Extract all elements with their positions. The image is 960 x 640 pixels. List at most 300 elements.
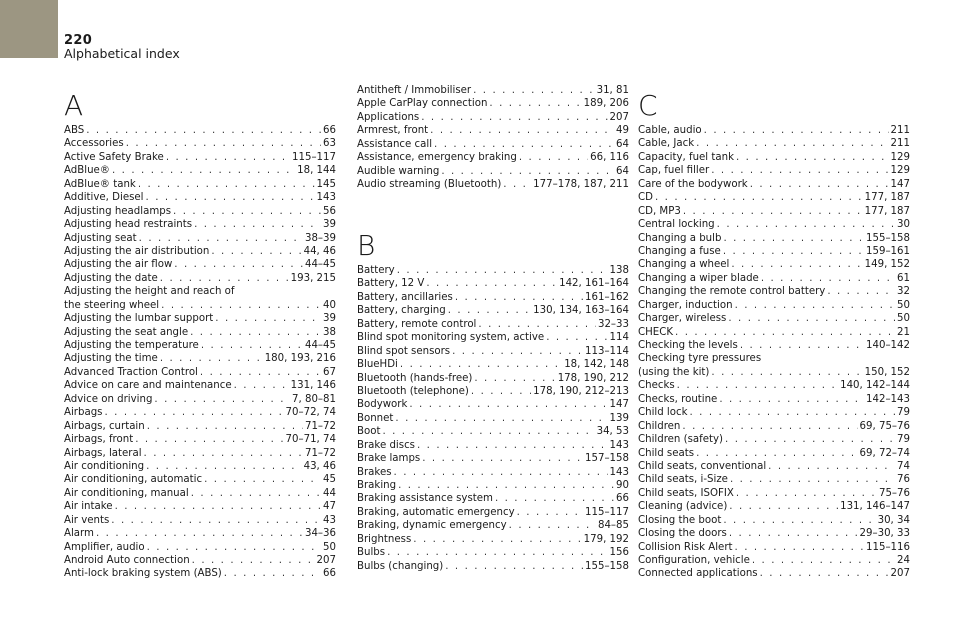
index-entry-text: Cap, fuel filler <box>638 165 710 177</box>
index-entry-text: AdBlue® <box>64 165 110 177</box>
dot-leader <box>768 460 895 473</box>
index-entry <box>64 406 336 419</box>
dot-leader <box>394 466 608 479</box>
index-entry-text: Bulbs <box>357 547 386 559</box>
dot-leader <box>144 447 303 460</box>
dot-leader <box>495 492 614 505</box>
index-entry-pages: 64 <box>616 165 629 177</box>
index-entry-text: Cable, Jack <box>638 138 695 150</box>
index-entry-text: Battery, 12 V <box>357 278 425 290</box>
index-entry <box>357 412 629 425</box>
dot-leader <box>445 560 583 573</box>
index-entry-pages: 180, 193, 216 <box>264 353 336 365</box>
index-list-c <box>638 124 910 581</box>
index-entry <box>638 352 910 379</box>
index-entry-pages: 32 <box>897 286 910 298</box>
index-entry-text: Closing the doors <box>638 528 727 540</box>
dot-leader <box>201 339 303 352</box>
index-entry <box>64 567 336 580</box>
index-entry-text: the steering wheel <box>64 299 160 311</box>
index-entry-pages: 38 <box>323 326 336 338</box>
index-entry-pages: 179, 192 <box>583 533 629 545</box>
index-entry <box>357 84 629 97</box>
dot-leader <box>683 205 863 218</box>
index-entry <box>638 420 910 433</box>
index-entry-pages: 115–117 <box>292 151 336 163</box>
index-entry-text: Audio streaming (Bluetooth) <box>357 179 502 191</box>
index-entry-text: Airbags <box>64 407 103 419</box>
dot-leader <box>397 264 608 277</box>
index-entry-pages: 21 <box>897 326 910 338</box>
index-entry-text: Adjusting seat <box>64 232 137 244</box>
index-entry-pages: 84–85 <box>597 520 629 532</box>
index-entry-text: Brake discs <box>357 439 415 451</box>
index-entry-pages: 43 <box>323 514 336 526</box>
index-entry-pages: 34–36 <box>304 528 336 540</box>
index-entry-pages: 156 <box>609 547 629 559</box>
index-entry <box>357 425 629 438</box>
index-entry-pages: 177, 187 <box>864 192 910 204</box>
index-entry-text: Brightness <box>357 533 412 545</box>
index-entry-text: Changing a fuse <box>638 245 721 257</box>
index-entry-text: CD, MP3 <box>638 205 681 217</box>
index-entry-pages: 44 <box>323 487 336 499</box>
index-entry-pages: 155–158 <box>866 232 910 244</box>
dot-leader <box>161 299 321 312</box>
index-entry <box>638 232 910 245</box>
dot-leader <box>190 326 321 339</box>
index-entry-text: Checks, routine <box>638 393 718 405</box>
dot-leader <box>711 164 888 177</box>
index-entry-pages: 70–72, 74 <box>285 407 336 419</box>
index-entry <box>357 165 629 178</box>
index-entry-pages: 145 <box>316 178 336 190</box>
index-entry-pages: 211 <box>890 125 910 136</box>
index-entry <box>357 264 629 277</box>
index-entry-pages: 7, 80–81 <box>292 393 336 405</box>
index-entry <box>638 379 910 392</box>
dot-leader <box>752 554 895 567</box>
index-entry-text: Battery, remote control <box>357 318 477 330</box>
index-entry-text: Apple CarPlay connection <box>357 98 488 110</box>
index-entry-text: Accessories <box>64 138 124 150</box>
index-entry-text: Braking, automatic emergency <box>357 506 515 518</box>
index-entry-text: Air conditioning <box>64 460 145 472</box>
index-entry-pages: 38–39 <box>304 232 336 244</box>
index-entry <box>64 339 336 352</box>
index-entry-text: Changing a bulb <box>638 232 722 244</box>
dot-leader <box>677 379 838 392</box>
index-entry <box>64 447 336 460</box>
dot-leader <box>655 191 863 204</box>
index-entry-text: Armrest, front <box>357 125 429 137</box>
index-entry <box>64 500 336 513</box>
index-entry <box>638 514 910 527</box>
index-entry-text: Child lock <box>638 407 688 419</box>
corner-tab-block <box>0 0 58 58</box>
dot-leader <box>191 487 321 500</box>
index-entry-text: Checks <box>638 380 675 392</box>
index-entry <box>357 345 629 358</box>
index-entry <box>64 258 336 271</box>
index-entry-pages: 161–162 <box>585 291 629 303</box>
dot-leader <box>740 339 864 352</box>
index-entry-pages: 177–178, 187, 211 <box>533 179 629 191</box>
index-entry <box>638 178 910 191</box>
index-entry <box>357 304 629 317</box>
index-entry-text: Assistance call <box>357 138 433 150</box>
index-entry-text: Air conditioning, manual <box>64 487 189 499</box>
dot-leader <box>215 312 321 325</box>
index-entry-text: Adjusting the height and reach of <box>64 286 235 298</box>
index-entry <box>638 137 910 150</box>
index-entry-text: Child seats <box>638 447 695 459</box>
index-entry-text: Braking <box>357 480 397 491</box>
index-entry <box>357 452 629 465</box>
index-entry <box>64 473 336 486</box>
dot-leader <box>146 191 315 204</box>
index-entry-text: BlueHDi <box>357 359 398 371</box>
dot-leader <box>413 533 581 546</box>
dot-leader <box>224 567 321 580</box>
index-entry <box>357 277 629 290</box>
index-entry-pages: 39 <box>323 219 336 231</box>
index-entry <box>357 97 629 110</box>
index-entry-pages: 178, 190, 212–213 <box>533 385 629 397</box>
index-entry <box>357 111 629 124</box>
dot-leader <box>430 124 614 137</box>
index-entry <box>64 151 336 164</box>
index-entry <box>638 272 910 285</box>
index-entry <box>64 232 336 245</box>
index-entry <box>64 218 336 231</box>
index-entry <box>357 479 629 492</box>
index-entry <box>64 487 336 500</box>
index-entry-pages: 150, 152 <box>864 366 910 378</box>
index-entry-pages: 43, 46 <box>303 460 336 472</box>
index-entry <box>64 541 336 554</box>
index-entry-pages: 67 <box>323 366 336 378</box>
index-entry <box>638 205 910 218</box>
index-entry-pages: 157–158 <box>585 453 629 465</box>
dot-leader <box>546 331 607 344</box>
index-entry-text: CHECK <box>638 326 674 338</box>
index-entry <box>638 124 910 137</box>
index-entry-text: ABS <box>64 125 85 136</box>
index-entry-pages: 149, 152 <box>864 259 910 271</box>
index-list-a-continued <box>357 84 629 192</box>
index-entry-pages: 140, 142–144 <box>840 380 910 392</box>
index-entry <box>64 178 336 191</box>
index-entry-text: Air intake <box>64 501 113 513</box>
dot-leader <box>455 291 583 304</box>
index-entry-text: Antitheft / Immobiliser <box>357 85 472 96</box>
index-entry <box>638 447 910 460</box>
index-entry-text: Children (safety) <box>638 434 724 446</box>
index-entry <box>357 372 629 385</box>
index-entry <box>64 514 336 527</box>
dot-leader <box>675 326 895 339</box>
index-entry-pages: 71–72 <box>304 447 336 459</box>
index-entry-pages: 129 <box>890 151 910 163</box>
index-entry-text: Blind spot sensors <box>357 345 451 357</box>
page-title: Alphabetical index <box>64 46 180 61</box>
index-entry <box>638 326 910 339</box>
index-entry-pages: 139 <box>609 412 629 424</box>
index-entry <box>357 318 629 331</box>
index-entry-pages: 138 <box>609 265 629 276</box>
index-entry-pages: 74 <box>897 460 910 472</box>
index-entry-pages: 178, 190, 212 <box>557 372 629 384</box>
index-entry <box>64 366 336 379</box>
index-entry-text: Changing a wiper blade <box>638 272 759 284</box>
index-entry-text: Anti-lock braking system (ABS) <box>64 568 222 580</box>
index-entry-pages: 143 <box>609 466 629 478</box>
index-entry-text: Advanced Traction Control <box>64 366 198 378</box>
index-entry-pages: 44, 46 <box>303 245 336 257</box>
dot-leader <box>160 272 289 285</box>
index-entry-pages: 66 <box>323 125 336 136</box>
index-entry <box>638 393 910 406</box>
index-entry-text: (using the kit) <box>638 366 710 378</box>
dot-leader <box>200 366 321 379</box>
index-entry-text: Care of the bodywork <box>638 178 748 190</box>
index-entry-text: Bulbs (changing) <box>357 560 444 572</box>
index-entry-text: Active Safety Brake <box>64 151 164 163</box>
index-entry-text: Adjusting the time <box>64 353 158 365</box>
index-entry <box>64 272 336 285</box>
index-entry-pages: 45 <box>323 474 336 486</box>
dot-leader <box>452 345 583 358</box>
index-entry-text: Bluetooth (telephone) <box>357 385 469 397</box>
index-entry <box>638 191 910 204</box>
dot-leader <box>827 285 895 298</box>
dot-leader <box>112 164 295 177</box>
index-entry-text: Child seats, i-Size <box>638 474 728 486</box>
index-entry-text: Advice on driving <box>64 393 153 405</box>
index-entry-pages: 39 <box>323 313 336 325</box>
index-entry-pages: 44–45 <box>304 259 336 271</box>
index-entry <box>64 379 336 392</box>
dot-leader <box>173 205 321 218</box>
index-entry <box>357 546 629 559</box>
index-entry-pages: 207 <box>609 111 629 123</box>
dot-leader <box>729 527 858 540</box>
index-entry-text: Bluetooth (hands-free) <box>357 372 473 384</box>
index-entry-text: Child seats, conventional <box>638 460 767 472</box>
index-entry <box>357 138 629 151</box>
index-entry-pages: 34, 53 <box>596 426 629 438</box>
index-entry <box>357 178 629 191</box>
dot-leader <box>729 500 838 513</box>
index-entry-pages: 193, 215 <box>290 272 336 284</box>
index-entry <box>638 433 910 446</box>
index-entry <box>638 218 910 231</box>
index-entry-pages: 114 <box>609 332 629 344</box>
index-entry <box>638 554 910 567</box>
index-entry-pages: 50 <box>897 299 910 311</box>
index-entry <box>64 420 336 433</box>
index-entry-text: Assistance, emergency braking <box>357 152 517 164</box>
index-entry-pages: 76 <box>897 474 910 486</box>
section-letter-a: A <box>64 89 84 122</box>
dot-leader <box>104 406 283 419</box>
index-entry-pages: 79 <box>897 434 910 446</box>
index-entry-text: Capacity, fuel tank <box>638 151 734 163</box>
dot-leader <box>696 137 888 150</box>
index-entry-text: Battery, ancillaries <box>357 291 453 303</box>
index-entry <box>64 393 336 406</box>
index-entry-text: Amplifier, audio <box>64 541 145 553</box>
index-entry-text: Cleaning (advice) <box>638 501 728 513</box>
index-entry-text: Charger, induction <box>638 299 733 311</box>
index-entry-pages: 66 <box>323 568 336 580</box>
dot-leader <box>194 218 321 231</box>
index-entry-text: Airbags, lateral <box>64 447 142 459</box>
index-entry-text: Battery, charging <box>357 305 446 317</box>
dot-leader <box>725 433 895 446</box>
index-entry <box>638 245 910 258</box>
dot-leader <box>234 379 289 392</box>
index-entry <box>638 500 910 513</box>
dot-leader <box>138 178 315 191</box>
dot-leader <box>422 452 583 465</box>
index-entry-text: Adjusting the lumbar support <box>64 313 214 325</box>
dot-leader <box>434 138 614 151</box>
index-entry-pages: 32–33 <box>597 318 629 330</box>
dot-leader <box>395 412 607 425</box>
index-entry-text: Applications <box>357 111 420 123</box>
section-letter-b: B <box>357 229 376 262</box>
dot-leader <box>474 372 555 385</box>
dot-leader <box>728 312 895 325</box>
index-entry-text: Advice on care and maintenance <box>64 380 232 392</box>
index-entry <box>64 124 336 137</box>
dot-leader <box>719 393 864 406</box>
dot-leader <box>86 124 321 137</box>
index-entry <box>64 352 336 365</box>
index-entry-text: Airbags, curtain <box>64 420 145 432</box>
index-entry-pages: 177, 187 <box>864 205 910 217</box>
index-entry-pages: 143 <box>609 439 629 451</box>
dot-leader <box>111 514 321 527</box>
index-entry <box>638 312 910 325</box>
dot-leader <box>398 479 614 492</box>
index-entry-pages: 131, 146–147 <box>840 501 910 513</box>
index-entry <box>357 331 629 344</box>
index-entry <box>64 285 336 312</box>
index-entry-pages: 147 <box>609 399 629 411</box>
index-entry-text: Battery <box>357 265 395 276</box>
dot-leader <box>400 358 562 371</box>
index-entry-pages: 130, 134, 163–164 <box>533 305 629 317</box>
index-entry-text: Cable, audio <box>638 125 702 136</box>
index-entry-pages: 69, 75–76 <box>859 420 910 432</box>
dot-leader <box>154 393 290 406</box>
index-entry <box>638 527 910 540</box>
index-entry <box>638 151 910 164</box>
index-list-b <box>357 264 629 573</box>
index-entry-pages: 159–161 <box>866 245 910 257</box>
index-entry <box>638 567 910 580</box>
dot-leader <box>448 304 531 317</box>
index-entry <box>357 151 629 164</box>
dot-leader <box>441 165 614 178</box>
index-entry <box>64 191 336 204</box>
index-entry-pages: 115–117 <box>585 506 629 518</box>
dot-leader <box>735 299 895 312</box>
index-entry-text: Closing the boot <box>638 514 722 526</box>
index-entry <box>638 285 910 298</box>
index-entry-pages: 63 <box>323 138 336 150</box>
index-entry-pages: 189, 206 <box>583 98 629 110</box>
index-entry <box>638 541 910 554</box>
index-entry-text: Changing a wheel <box>638 259 730 271</box>
index-entry <box>357 466 629 479</box>
dot-leader <box>761 272 895 285</box>
index-entry <box>357 560 629 573</box>
dot-leader <box>146 460 302 473</box>
index-entry <box>64 137 336 150</box>
index-entry-pages: 64 <box>616 138 629 150</box>
dot-leader <box>204 473 321 486</box>
index-entry <box>638 299 910 312</box>
page-number: 220 <box>64 33 93 48</box>
dot-leader <box>736 487 877 500</box>
dot-leader <box>730 473 895 486</box>
index-entry-pages: 24 <box>897 555 910 567</box>
dot-leader <box>711 366 862 379</box>
dot-leader <box>760 567 889 580</box>
dot-leader <box>503 178 531 191</box>
index-entry-pages: 147 <box>890 178 910 190</box>
index-entry-text: Air vents <box>64 514 110 526</box>
index-entry-text: Braking assistance system <box>357 493 493 505</box>
index-entry-pages: 30, 34 <box>877 514 910 526</box>
index-entry <box>638 460 910 473</box>
index-entry-pages: 90 <box>616 480 629 491</box>
dot-leader <box>696 447 857 460</box>
index-entry-text: Collision Risk Alert <box>638 541 733 553</box>
index-entry <box>357 519 629 532</box>
index-entry-text: Brake lamps <box>357 453 421 465</box>
index-entry-text: Adjusting the air distribution <box>64 245 210 257</box>
index-entry-text: Adjusting the date <box>64 272 158 284</box>
index-entry <box>64 433 336 446</box>
index-entry-pages: 143 <box>316 192 336 204</box>
index-entry-pages: 140–142 <box>866 340 910 351</box>
index-entry <box>638 258 910 271</box>
index-entry-text: Blind spot monitoring system, active <box>357 332 545 344</box>
index-entry <box>357 124 629 137</box>
index-entry-pages: 142, 161–164 <box>559 278 629 290</box>
dot-leader <box>473 84 595 97</box>
index-entry <box>357 439 629 452</box>
index-entry-pages: 56 <box>323 205 336 217</box>
index-entry <box>64 312 336 325</box>
dot-leader <box>723 245 864 258</box>
dot-leader <box>166 151 290 164</box>
index-entry-text: Bonnet <box>357 412 394 424</box>
dot-leader <box>147 541 321 554</box>
index-entry-pages: 66 <box>616 493 629 505</box>
dot-leader <box>135 433 283 446</box>
dot-leader <box>723 514 875 527</box>
dot-leader <box>96 527 303 540</box>
dot-leader <box>750 178 889 191</box>
index-entry <box>357 492 629 505</box>
dot-leader <box>509 519 596 532</box>
